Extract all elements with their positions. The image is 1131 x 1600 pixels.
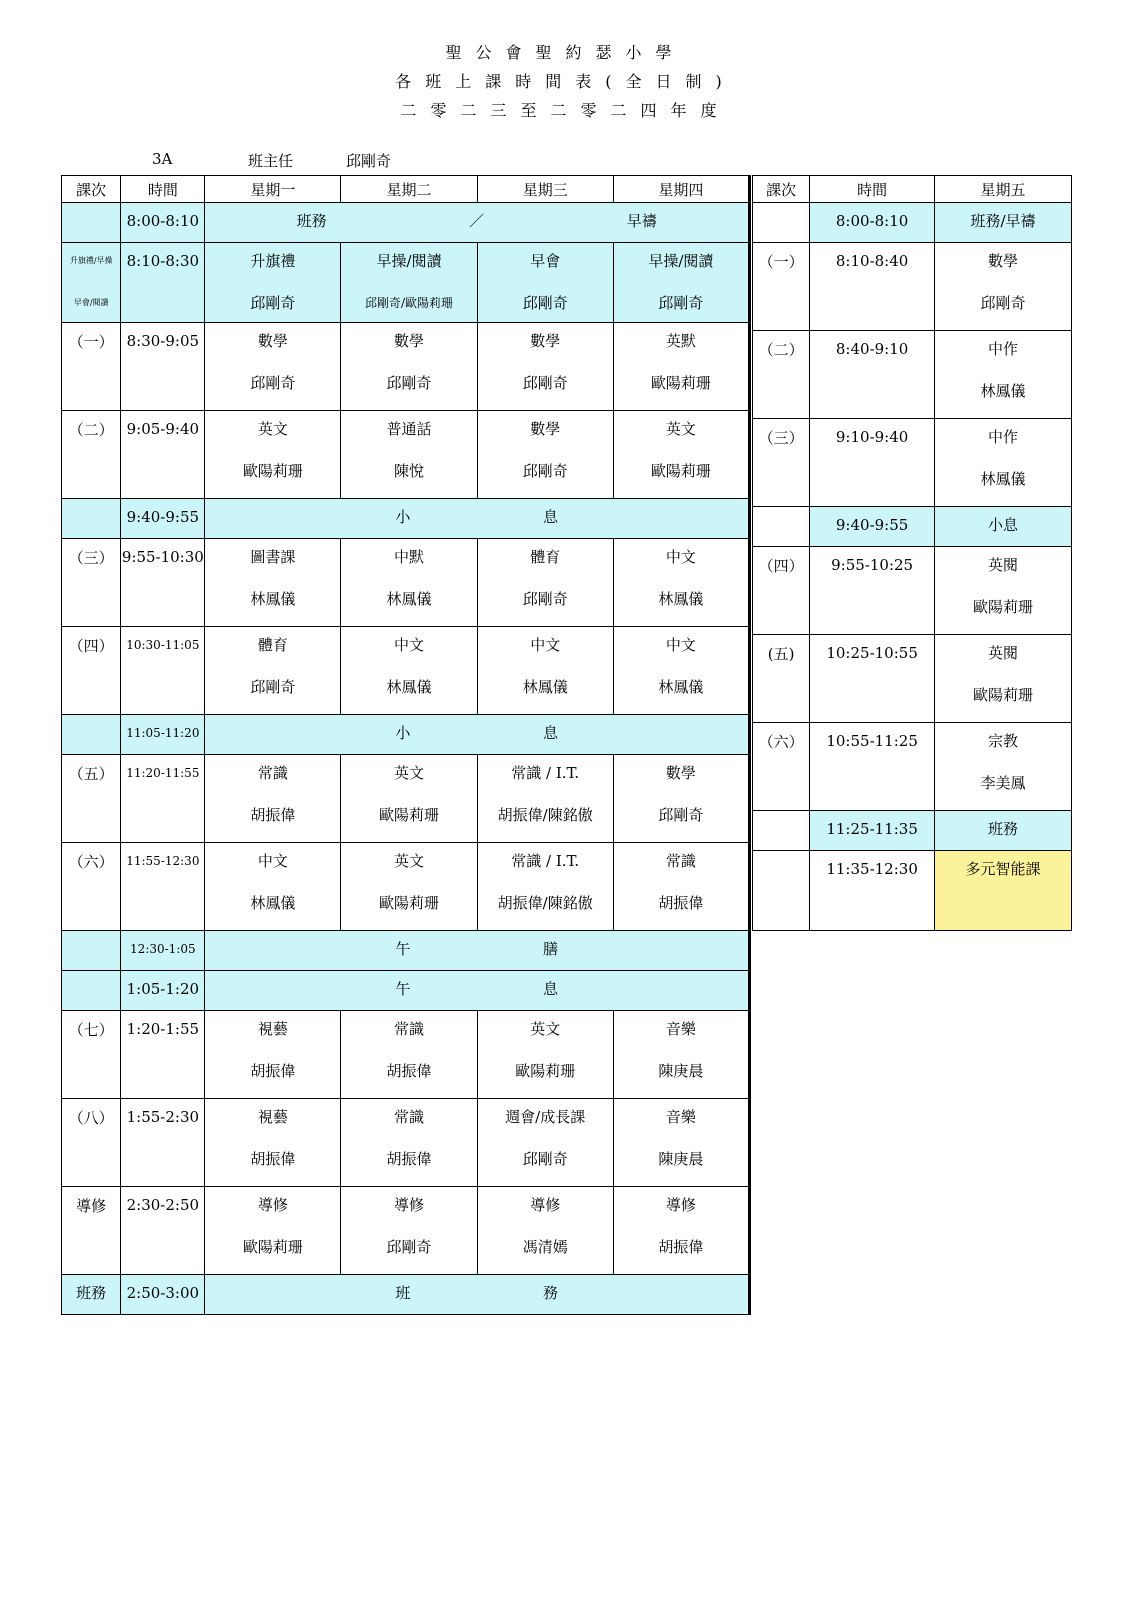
subject-cell: 宗教 李美鳳 — [934, 723, 1071, 811]
subject-cell: 中文 林鳳儀 — [613, 539, 749, 627]
period-cell: （一） — [62, 323, 121, 411]
time-cell: 9:55-10:30 — [121, 539, 205, 627]
col-header-period: 課次 — [753, 176, 810, 203]
band-cell: 小 息 — [205, 715, 750, 755]
subject-cell: 體育 邱剛奇 — [477, 539, 613, 627]
period-cell: （三） — [62, 539, 121, 627]
subject-cell: 中作 林鳳儀 — [934, 419, 1071, 507]
subject-cell: 音樂 陳庚晨 — [613, 1099, 749, 1187]
table-row — [753, 243, 1072, 331]
school-name: 聖公會聖約瑟小學 — [445, 43, 686, 62]
subject-cell: 導修 歐陽莉珊 — [205, 1187, 341, 1275]
subject-cell: 中作 林鳳儀 — [934, 331, 1071, 419]
subject-cell: 中文 林鳳儀 — [477, 627, 613, 715]
col-header-time: 時間 — [121, 176, 205, 203]
table-row — [62, 1275, 750, 1315]
time-cell: 10:55-11:25 — [810, 723, 935, 811]
period-cell: 升旗禮/早操 早會/閱讀 — [62, 243, 121, 323]
header-row — [62, 176, 750, 203]
time-cell: 2:30-2:50 — [121, 1187, 205, 1275]
period-cell: （三） — [753, 419, 810, 507]
table-row — [62, 323, 750, 411]
table-row — [753, 723, 1072, 811]
subject-cell: 英文 歐陽莉珊 — [477, 1011, 613, 1099]
table-row — [753, 419, 1072, 507]
subject-cell: 小息 — [934, 507, 1071, 547]
table-row — [753, 811, 1072, 851]
subject-cell-highlighted: 多元智能課 — [934, 851, 1071, 931]
table-row — [753, 635, 1072, 723]
table-row — [62, 499, 750, 539]
band-cell: 小 息 — [205, 499, 750, 539]
time-cell: 10:30-11:05 — [121, 627, 205, 715]
time-cell: 1:20-1:55 — [121, 1011, 205, 1099]
time-cell: 8:00-8:10 — [121, 203, 205, 243]
timetable-subtitle: 各班上課時間表(全日制) — [395, 72, 736, 91]
time-cell: 8:10-8:40 — [810, 243, 935, 331]
table-row — [62, 971, 750, 1011]
subject-cell: 視藝 胡振偉 — [205, 1099, 341, 1187]
period-cell: （一） — [753, 243, 810, 331]
subject-cell: 中文 林鳳儀 — [205, 843, 341, 931]
period-cell: （八） — [62, 1099, 121, 1187]
subject-cell: 英文 歐陽莉珊 — [341, 755, 477, 843]
col-header-monday: 星期一 — [205, 176, 341, 203]
subject-cell: 體育 邱剛奇 — [205, 627, 341, 715]
period-cell — [753, 203, 810, 243]
subject-cell: 早操/閱讀 邱剛奇 — [613, 243, 749, 323]
time-cell: 9:05-9:40 — [121, 411, 205, 499]
subject-cell: 導修 馮清嫣 — [477, 1187, 613, 1275]
time-cell: 9:40-9:55 — [121, 499, 205, 539]
period-cell: （二） — [62, 411, 121, 499]
time-cell: 8:00-8:10 — [810, 203, 935, 243]
band-cell: 午 膳 — [205, 931, 750, 971]
subject-cell: 普通話 陳悅 — [341, 411, 477, 499]
table-row — [62, 715, 750, 755]
table-row — [62, 411, 750, 499]
subject-cell: 班務/早禱 — [934, 203, 1071, 243]
subject-cell: 班務 — [934, 811, 1071, 851]
time-cell: 11:35-12:30 — [810, 851, 935, 931]
subject-cell: 常識 胡振偉 — [205, 755, 341, 843]
timetable-mon-thu — [61, 175, 751, 1315]
subject-cell: 升旗禮 邱剛奇 — [205, 243, 341, 323]
subject-cell: 早操/閱讀 邱剛奇/歐陽莉珊 — [341, 243, 477, 323]
subject-cell: 早會 邱剛奇 — [477, 243, 613, 323]
time-cell: 9:40-9:55 — [810, 507, 935, 547]
table-row — [62, 755, 750, 843]
table-row — [62, 931, 750, 971]
table-row — [62, 1187, 750, 1275]
period-cell: （七） — [62, 1011, 121, 1099]
time-cell: 1:55-2:30 — [121, 1099, 205, 1187]
subject-cell: 常識 胡振偉 — [341, 1099, 477, 1187]
table-row — [753, 203, 1072, 243]
subject-cell: 數學 邱剛奇 — [341, 323, 477, 411]
class-code: 3A — [152, 150, 173, 168]
subject-cell: 數學 邱剛奇 — [613, 755, 749, 843]
subject-cell: 英文 歐陽莉珊 — [341, 843, 477, 931]
time-cell: 12:30-1:05 — [121, 931, 205, 971]
table-row — [62, 1099, 750, 1187]
subject-cell: 中文 林鳳儀 — [613, 627, 749, 715]
subject-cell: 英文 歐陽莉珊 — [205, 411, 341, 499]
period-cell: 導修 — [62, 1187, 121, 1275]
col-header-wednesday: 星期三 — [477, 176, 613, 203]
subject-cell: 常識 / I.T. 胡振偉/陳銘傲 — [477, 843, 613, 931]
band-cell: 班 務 — [205, 1275, 750, 1315]
time-cell: 11:55-12:30 — [121, 843, 205, 931]
period-cell — [62, 499, 121, 539]
period-cell — [753, 851, 810, 931]
class-teacher-name: 邱剛奇 — [346, 152, 392, 170]
col-header-thursday: 星期四 — [613, 176, 749, 203]
subject-cell: 導修 邱剛奇 — [341, 1187, 477, 1275]
school-year: 二零二三至二零二四年度 — [400, 101, 731, 120]
period-cell: （四） — [753, 547, 810, 635]
header-row — [753, 176, 1072, 203]
period-cell: 班務 — [62, 1275, 121, 1315]
subject-cell: 常識 胡振偉 — [341, 1011, 477, 1099]
subject-cell: 英文 歐陽莉珊 — [613, 411, 749, 499]
table-row — [62, 1011, 750, 1099]
table-row — [753, 851, 1072, 931]
subject-cell: 常識 胡振偉 — [613, 843, 749, 931]
period-cell — [753, 811, 810, 851]
time-cell: 10:25-10:55 — [810, 635, 935, 723]
subject-cell: 英閱 歐陽莉珊 — [934, 635, 1071, 723]
period-cell: （四） — [62, 627, 121, 715]
period-cell: （六） — [62, 843, 121, 931]
time-cell: 8:30-9:05 — [121, 323, 205, 411]
col-header-friday: 星期五 — [934, 176, 1071, 203]
col-header-period: 課次 — [62, 176, 121, 203]
col-header-tuesday: 星期二 — [341, 176, 477, 203]
period-cell: （六） — [753, 723, 810, 811]
band-cell: 班務 ／ 早禱 — [205, 203, 750, 243]
time-cell: 1:05-1:20 — [121, 971, 205, 1011]
subject-cell: 週會/成長課 邱剛奇 — [477, 1099, 613, 1187]
period-cell: （五） — [62, 755, 121, 843]
subject-cell: 圖書課 林鳳儀 — [205, 539, 341, 627]
table-row — [62, 243, 750, 323]
time-cell: 11:25-11:35 — [810, 811, 935, 851]
time-cell: 11:20-11:55 — [121, 755, 205, 843]
period-cell — [62, 931, 121, 971]
table-row — [62, 627, 750, 715]
table-row — [62, 539, 750, 627]
period-cell: （二） — [753, 331, 810, 419]
subject-cell: 數學 邱剛奇 — [934, 243, 1071, 331]
col-header-time: 時間 — [810, 176, 935, 203]
table-row — [62, 203, 750, 243]
time-cell: 9:55-10:25 — [810, 547, 935, 635]
time-cell: 8:10-8:30 — [121, 243, 205, 323]
subject-cell: 視藝 胡振偉 — [205, 1011, 341, 1099]
time-cell: 11:05-11:20 — [121, 715, 205, 755]
subject-cell: 數學 邱剛奇 — [477, 323, 613, 411]
period-cell: (五) — [753, 635, 810, 723]
table-row — [753, 507, 1072, 547]
subject-cell: 音樂 陳庚晨 — [613, 1011, 749, 1099]
period-cell — [62, 715, 121, 755]
time-cell: 9:10-9:40 — [810, 419, 935, 507]
subject-cell: 導修 胡振偉 — [613, 1187, 749, 1275]
time-cell: 8:40-9:10 — [810, 331, 935, 419]
subject-cell: 中文 林鳳儀 — [341, 627, 477, 715]
subject-cell: 數學 邱剛奇 — [205, 323, 341, 411]
table-row — [62, 843, 750, 931]
subject-cell: 數學 邱剛奇 — [477, 411, 613, 499]
subject-cell: 中默 林鳳儀 — [341, 539, 477, 627]
table-row — [753, 547, 1072, 635]
period-cell — [62, 203, 121, 243]
timetable-friday — [752, 175, 1072, 931]
band-cell: 午 息 — [205, 971, 750, 1011]
subject-cell: 英默 歐陽莉珊 — [613, 323, 749, 411]
subject-cell: 常識 / I.T. 胡振偉/陳銘傲 — [477, 755, 613, 843]
period-cell — [62, 971, 121, 1011]
table-row — [753, 331, 1072, 419]
subject-cell: 英閱 歐陽莉珊 — [934, 547, 1071, 635]
period-cell — [753, 507, 810, 547]
class-teacher-label: 班主任 — [248, 152, 294, 170]
time-cell: 2:50-3:00 — [121, 1275, 205, 1315]
